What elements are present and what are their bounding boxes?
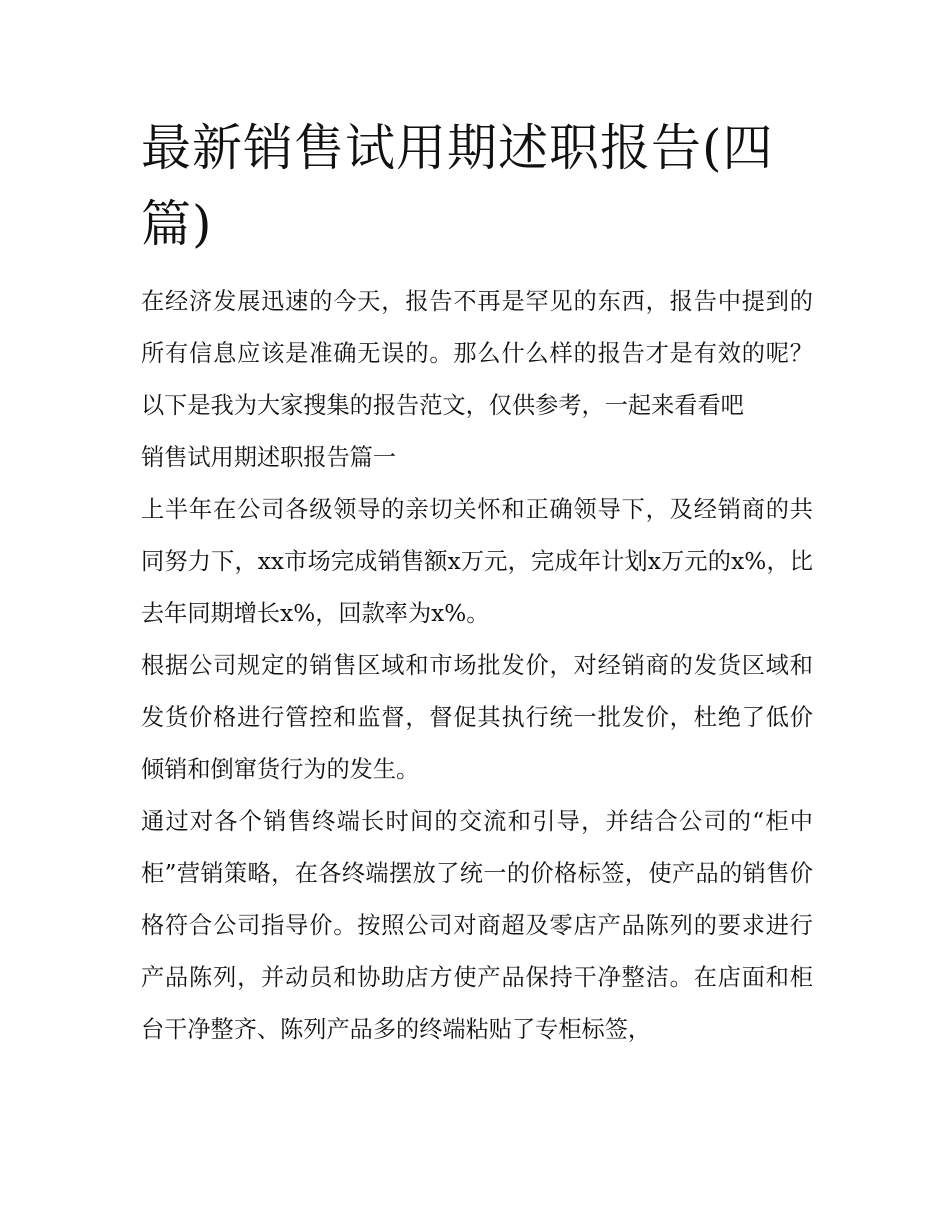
intro-paragraph: 在经济发展迅速的今天，报告不再是罕见的东西，报告中提到的所有信息应该是准确无误的。那么什么样的报告才是有效的呢？以下是我为大家搜集的报告范文，仅供参考，一起来看看吧 (141, 288, 813, 419)
section-heading: 销售试用期述职报告篇一 (141, 444, 397, 471)
body-paragraph: 根据公司规定的销售区域和市场批发价，对经销商的发货区域和发货价格进行管控和监督，督促其执行统一批发价，杜绝了低价倾销和倒窜货行为的发生。 (141, 652, 813, 783)
document-title: 最新销售试用期述职报告(四篇) (141, 119, 774, 253)
body-paragraph: 通过对各个销售终端长时间的交流和引导，并结合公司的“柜中柜”营销策略，在各终端摆放了统一的价格标签，使产品的销售价格符合公司指导价。按照公司对商超及零店产品陈列的要求进行产品陈列，并动员和协助店方使产品保持干净整洁。在店面和柜台干净整齐、陈列产品多的终端粘贴了专柜标签， (141, 808, 813, 1043)
document-body (141, 276, 813, 1056)
body-paragraph: 上半年在公司各级领导的亲切关怀和正确领导下，及经销商的共同努力下，xx市场完成销售额x万元，完成年计划x万元的x%，比去年同期增长x%，回款率为x%。 (141, 496, 813, 627)
